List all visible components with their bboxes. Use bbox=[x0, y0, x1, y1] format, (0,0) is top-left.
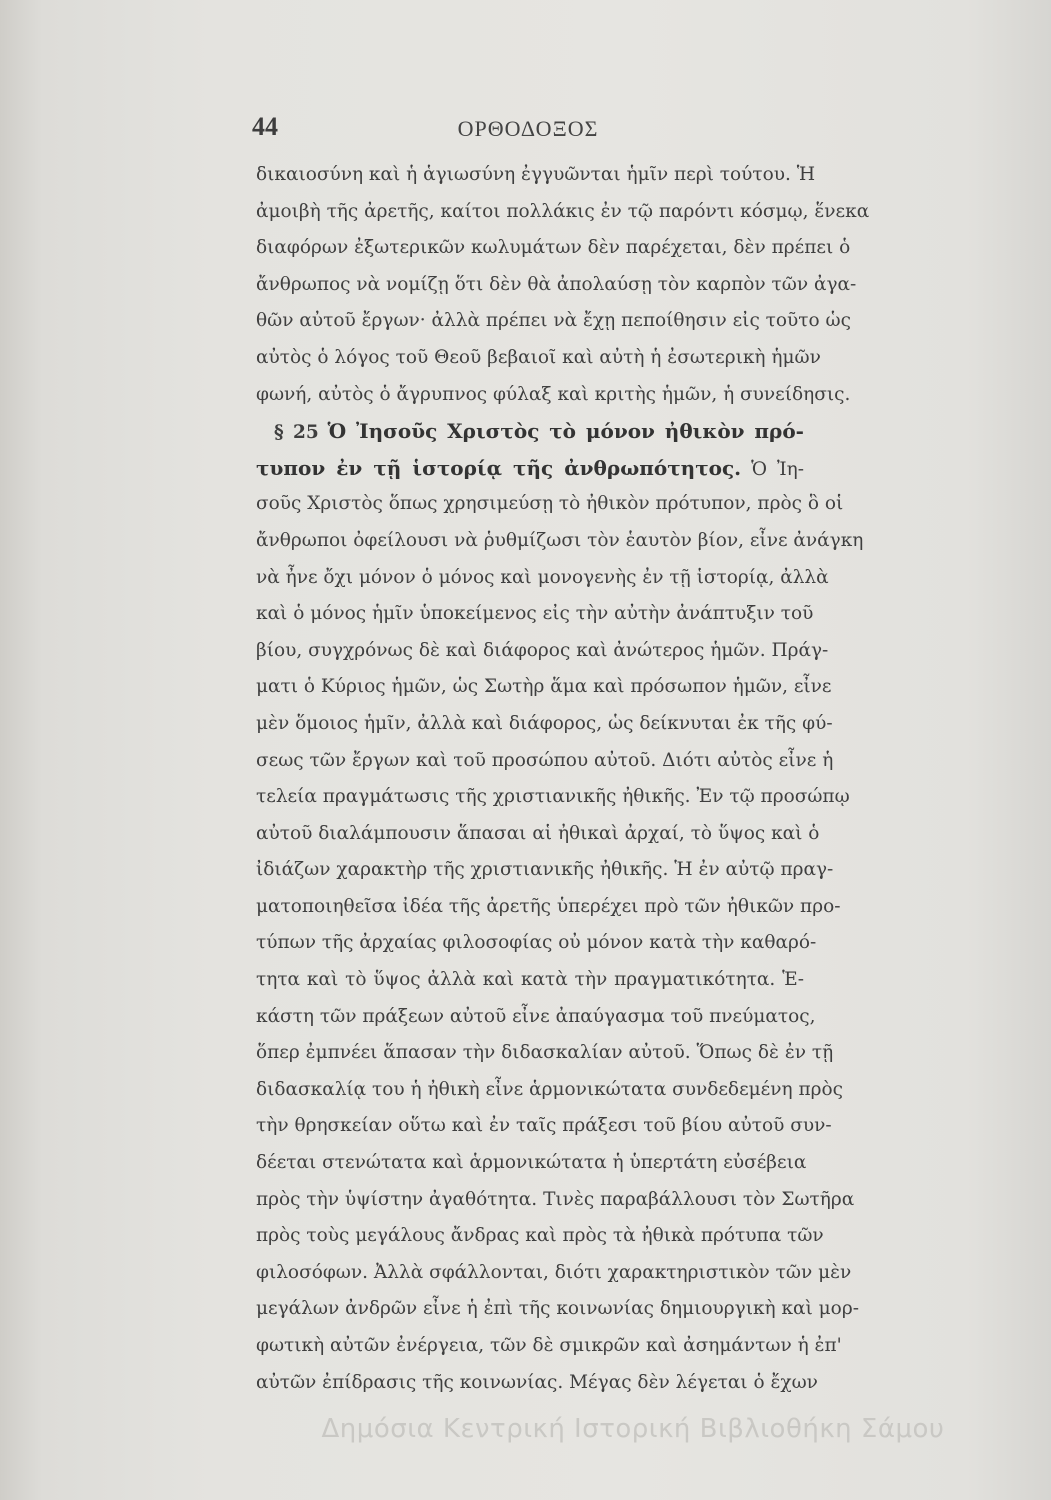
text-line: μὲν ὅμοιος ἡμῖν, ἀλλὰ καὶ διάφορος, ὡς δείκνυται ἐκ τῆς φύ- bbox=[256, 712, 833, 734]
section-heading-line bbox=[256, 413, 804, 450]
text-line: αὐτὸς ὁ λόγος τοῦ Θεοῦ βεβαιοῖ καὶ αὐτὴ ἡ ἐσωτερικὴ ἡμῶν bbox=[256, 346, 821, 368]
text-line: μεγάλων ἀνδρῶν εἶνε ἡ ἐπὶ τῆς κοινωνίας δημιουργικὴ καὶ μορ- bbox=[256, 1298, 859, 1320]
text-line: διαφόρων ἐξωτερικῶν κωλυμάτων δὲν παρέχεται, δὲν πρέπει ὁ bbox=[256, 237, 851, 259]
text-line: ματοποιηθεῖσα ἰδέα τῆς ἀρετῆς ὑπερέχει πρὸ τῶν ἠθικῶν προ- bbox=[256, 895, 841, 917]
library-watermark: Δημόσια Κεντρική Ιστορική Βιβλιοθήκη Σάμου bbox=[321, 1414, 945, 1444]
text-line: φωνή, αὐτὸς ὁ ἄγρυπνος φύλαξ καὶ κριτὴς ἡμῶν, ἡ συνείδησις. bbox=[256, 383, 851, 405]
text-line: ἄνθρωπος νὰ νομίζῃ ὅτι δὲν θὰ ἀπολαύσῃ τὸν καρπὸν τῶν ἀγα- bbox=[256, 273, 857, 295]
text-line: ὅπερ ἐμπνέει ἅπασαν τὴν διδασκαλίαν αὐτοῦ. Ὅπως δὲ ἐν τῇ bbox=[256, 1042, 834, 1064]
text-line: φωτικὴ αὐτῶν ἐνέργεια, τῶν δὲ σμικρῶν καὶ ἀσημάντων ἡ ἐπ' bbox=[256, 1335, 842, 1356]
running-title: ΟΡΘΟΔΟΞΟΣ bbox=[457, 116, 599, 141]
section-heading-continued: τυπον ἐν τῇ ἱστορίᾳ τῆς ἀνθρωπότητος. bbox=[256, 455, 742, 480]
body-text bbox=[256, 157, 870, 1401]
text-line: βίου, συγχρόνως δὲ καὶ διάφορος καὶ ἀνώτερος ἡμῶν. Πράγ- bbox=[256, 639, 829, 661]
text-line: ἰδιάζων χαρακτὴρ τῆς χριστιανικῆς ἠθικῆς. Ἡ ἐν αὐτῷ πραγ- bbox=[256, 859, 834, 881]
page-number: 44 bbox=[252, 112, 278, 141]
text-line: ἄνθρωποι ὀφείλουσι νὰ ῥυθμίζωσι τὸν ἑαυτὸν βίον, εἶνε ἀνάγκη bbox=[256, 529, 864, 551]
text-line: αὐτοῦ διαλάμπουσιν ἅπασαι αἱ ἠθικαὶ ἀρχαί, τὸ ὕψος καὶ ὁ bbox=[256, 822, 820, 844]
text-line: ἀμοιβὴ τῆς ἀρετῆς, καίτοι πολλάκις ἐν τῷ παρόντι κόσμῳ, ἕνεκα bbox=[256, 200, 870, 222]
text-line: κάστη τῶν πράξεων αὐτοῦ εἶνε ἀπαύγασμα τοῦ πνεύματος, bbox=[256, 1005, 816, 1027]
text-line: τελεία πραγμάτωσις τῆς χριστιανικῆς ἠθικῆς. Ἐν τῷ προσώπῳ bbox=[256, 786, 850, 808]
text-line: νὰ ἦνε ὄχι μόνον ὁ μόνος καὶ μονογενὴς ἐν τῇ ἱστορίᾳ, ἀλλὰ bbox=[256, 566, 829, 588]
text-line: δέεται στενώτατα καὶ ἁρμονικώτατα ἡ ὑπερτάτη εὐσέβεια bbox=[256, 1152, 807, 1174]
text-line: αὐτῶν ἐπίδρασις τῆς κοινωνίας. Μέγας δὲν λέγεται ὁ ἔχων bbox=[256, 1371, 818, 1393]
text-line: σεως τῶν ἔργων καὶ τοῦ προσώπου αὐτοῦ. Διότι αὐτὸς εἶνε ἡ bbox=[256, 749, 834, 771]
text-line: φιλοσόφων. Ἀλλὰ σφάλλονται, διότι χαρακτηριστικὸν τῶν μὲν bbox=[256, 1261, 852, 1283]
text-line: ματι ὁ Κύριος ἡμῶν, ὡς Σωτὴρ ἅμα καὶ πρόσωπον ἡμῶν, εἶνε bbox=[256, 676, 832, 698]
text-line: καὶ ὁ μόνος ἡμῖν ὑποκείμενος εἰς τὴν αὐτὴν ἀνάπτυξιν τοῦ bbox=[256, 603, 814, 625]
text-line: τὴν θρησκείαν οὕτω καὶ ἐν ταῖς πράξεσι τοῦ βίου αὐτοῦ συν- bbox=[256, 1115, 832, 1137]
section-text-start: Ὁ Ἰη- bbox=[751, 458, 804, 480]
text-line: θῶν αὐτοῦ ἔργων· ἀλλὰ πρέπει νὰ ἔχῃ πεποίθησιν εἰς τοῦτο ὡς bbox=[256, 310, 851, 332]
text-line: διδασκαλίᾳ του ἡ ἠθικὴ εἶνε ἁρμονικώτατα συνδεδεμένη πρὸς bbox=[256, 1078, 844, 1100]
text-line: πρὸς τὴν ὑψίστην ἀγαθότητα. Τινὲς παραβάλλουσι τὸν Σωτῆρα bbox=[256, 1188, 855, 1210]
text-line: τητα καὶ τὸ ὕψος ἀλλὰ καὶ κατὰ τὴν πραγματικότητα. Ἑ- bbox=[256, 969, 804, 991]
section-heading: Ὁ Ἰησοῦς Χριστὸς τὸ μόνον ἠθικὸν πρό- bbox=[327, 419, 804, 444]
text-line: δικαιοσύνη καὶ ἡ ἁγιωσύνη ἐγγυῶνται ἡμῖν περὶ τούτου. Ἡ bbox=[256, 164, 816, 185]
text-line: σοῦς Χριστὸς ὅπως χρησιμεύσῃ τὸ ἠθικὸν πρότυπον, πρὸς ὃ οἱ bbox=[256, 493, 844, 515]
section-mark: § 25 bbox=[274, 422, 319, 444]
text-line: πρὸς τοὺς μεγάλους ἄνδρας καὶ πρὸς τὰ ἠθικὰ πρότυπα τῶν bbox=[256, 1225, 824, 1247]
page-header bbox=[252, 112, 804, 152]
text-line: τύπων τῆς ἀρχαίας φιλοσοφίας οὐ μόνον κατὰ τὴν καθαρό- bbox=[256, 932, 817, 954]
section-heading-line bbox=[256, 450, 804, 487]
